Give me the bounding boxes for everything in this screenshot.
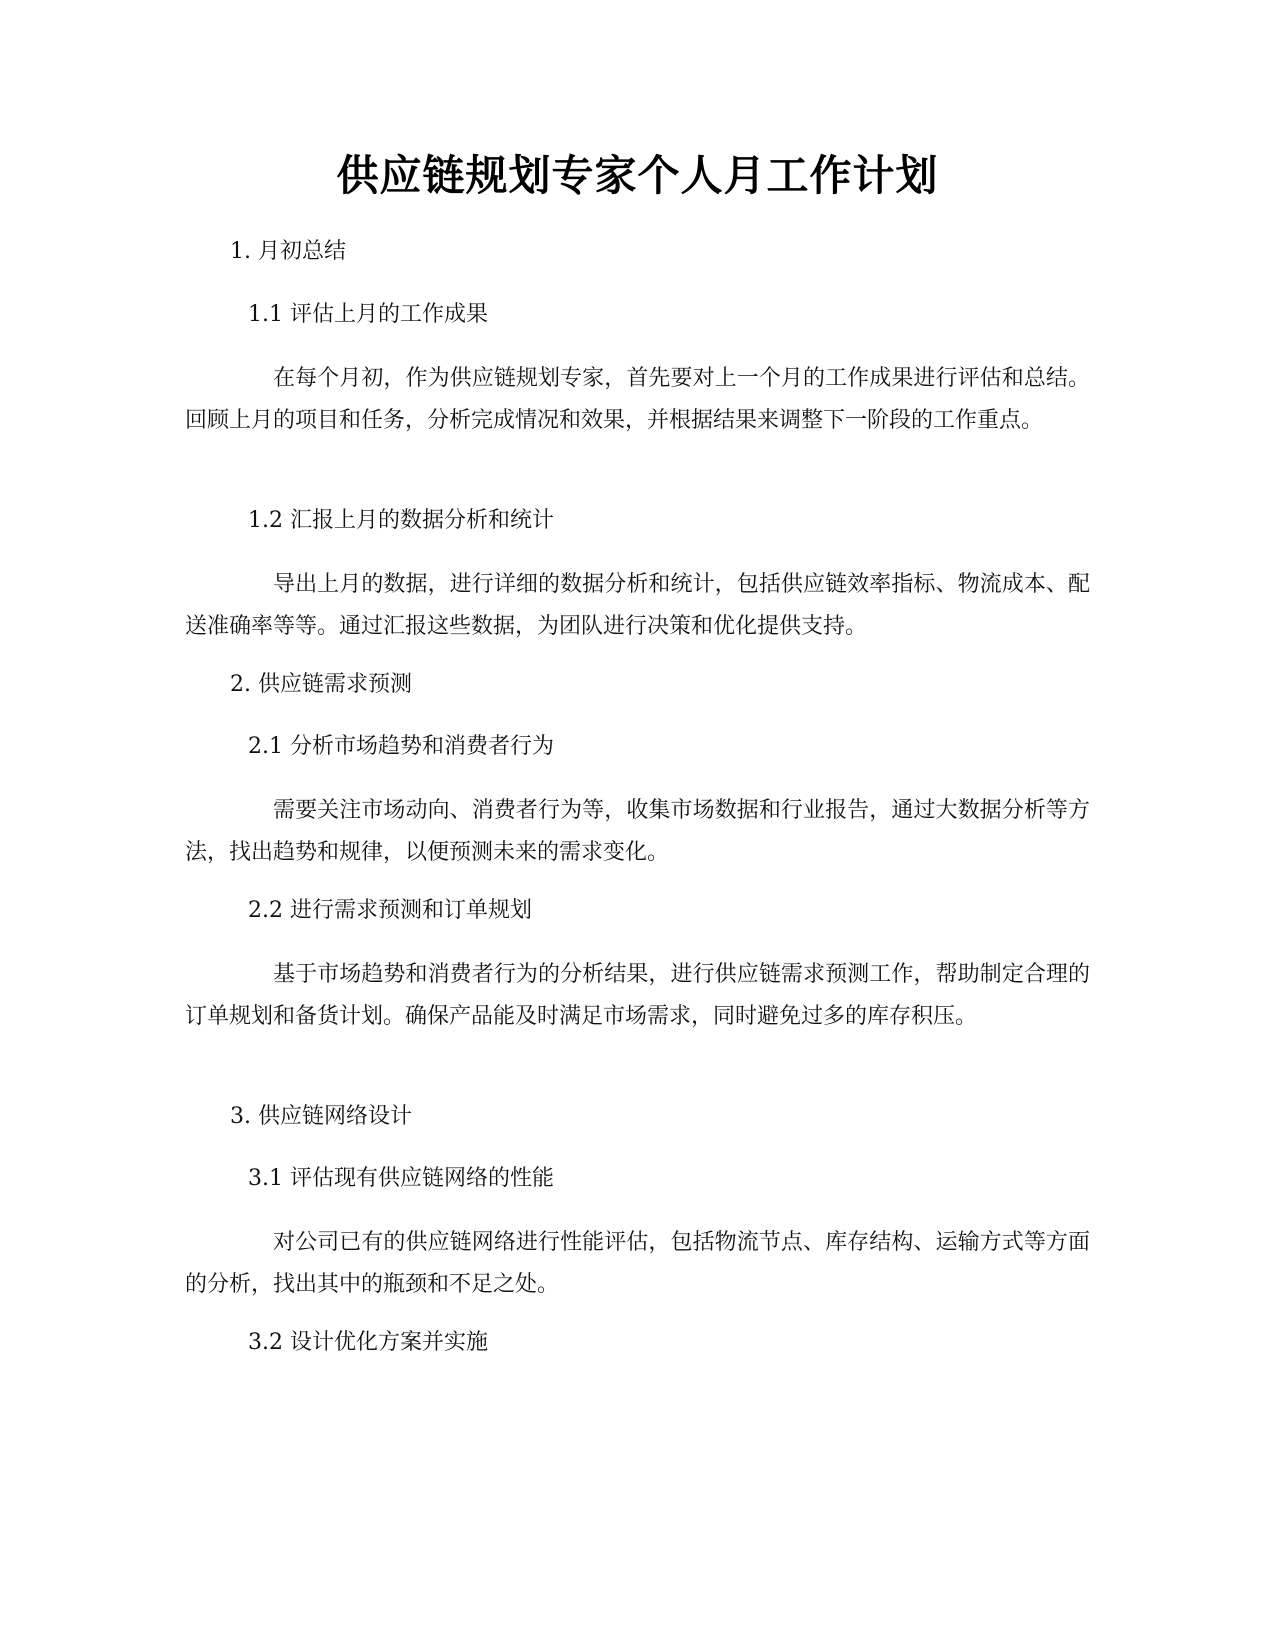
subsection-heading: 3.2 设计优化方案并实施 (248, 1330, 488, 1355)
paragraph: 在每个月初，作为供应链规划专家，首先要对上一个月的工作成果进行评估和总结。回顾上月的项目和任务，分析完成情况和效果，并根据结果来调整下一阶段的工作重点。 (185, 366, 1090, 433)
section-heading: 2. 供应链需求预测 (230, 672, 412, 697)
paragraph: 基于市场趋势和消费者行为的分析结果，进行供应链需求预测工作，帮助制定合理的订单规划和备货计划。确保产品能及时满足市场需求，同时避免过多的库存积压。 (185, 962, 1090, 1029)
subsection-heading: 1.2 汇报上月的数据分析和统计 (248, 508, 554, 533)
section-heading: 1. 月初总结 (230, 239, 346, 264)
document-title: 供应链规划专家个人月工作计划 (336, 151, 939, 200)
section-heading: 3. 供应链网络设计 (230, 1104, 412, 1129)
paragraph: 对公司已有的供应链网络进行性能评估，包括物流节点、库存结构、运输方式等方面的分析，找出其中的瓶颈和不足之处。 (185, 1230, 1090, 1297)
paragraph: 导出上月的数据，进行详细的数据分析和统计，包括供应链效率指标、物流成本、配送准确率等等。通过汇报这些数据，为团队进行决策和优化提供支持。 (185, 572, 1090, 639)
subsection-heading: 3.1 评估现有供应链网络的性能 (248, 1166, 554, 1191)
subsection-heading: 1.1 评估上月的工作成果 (248, 302, 488, 327)
subsection-heading: 2.2 进行需求预测和订单规划 (248, 898, 532, 923)
subsection-heading: 2.1 分析市场趋势和消费者行为 (248, 734, 554, 759)
paragraph: 需要关注市场动向、消费者行为等，收集市场数据和行业报告，通过大数据分析等方法，找出趋势和规律，以便预测未来的需求变化。 (185, 798, 1090, 865)
